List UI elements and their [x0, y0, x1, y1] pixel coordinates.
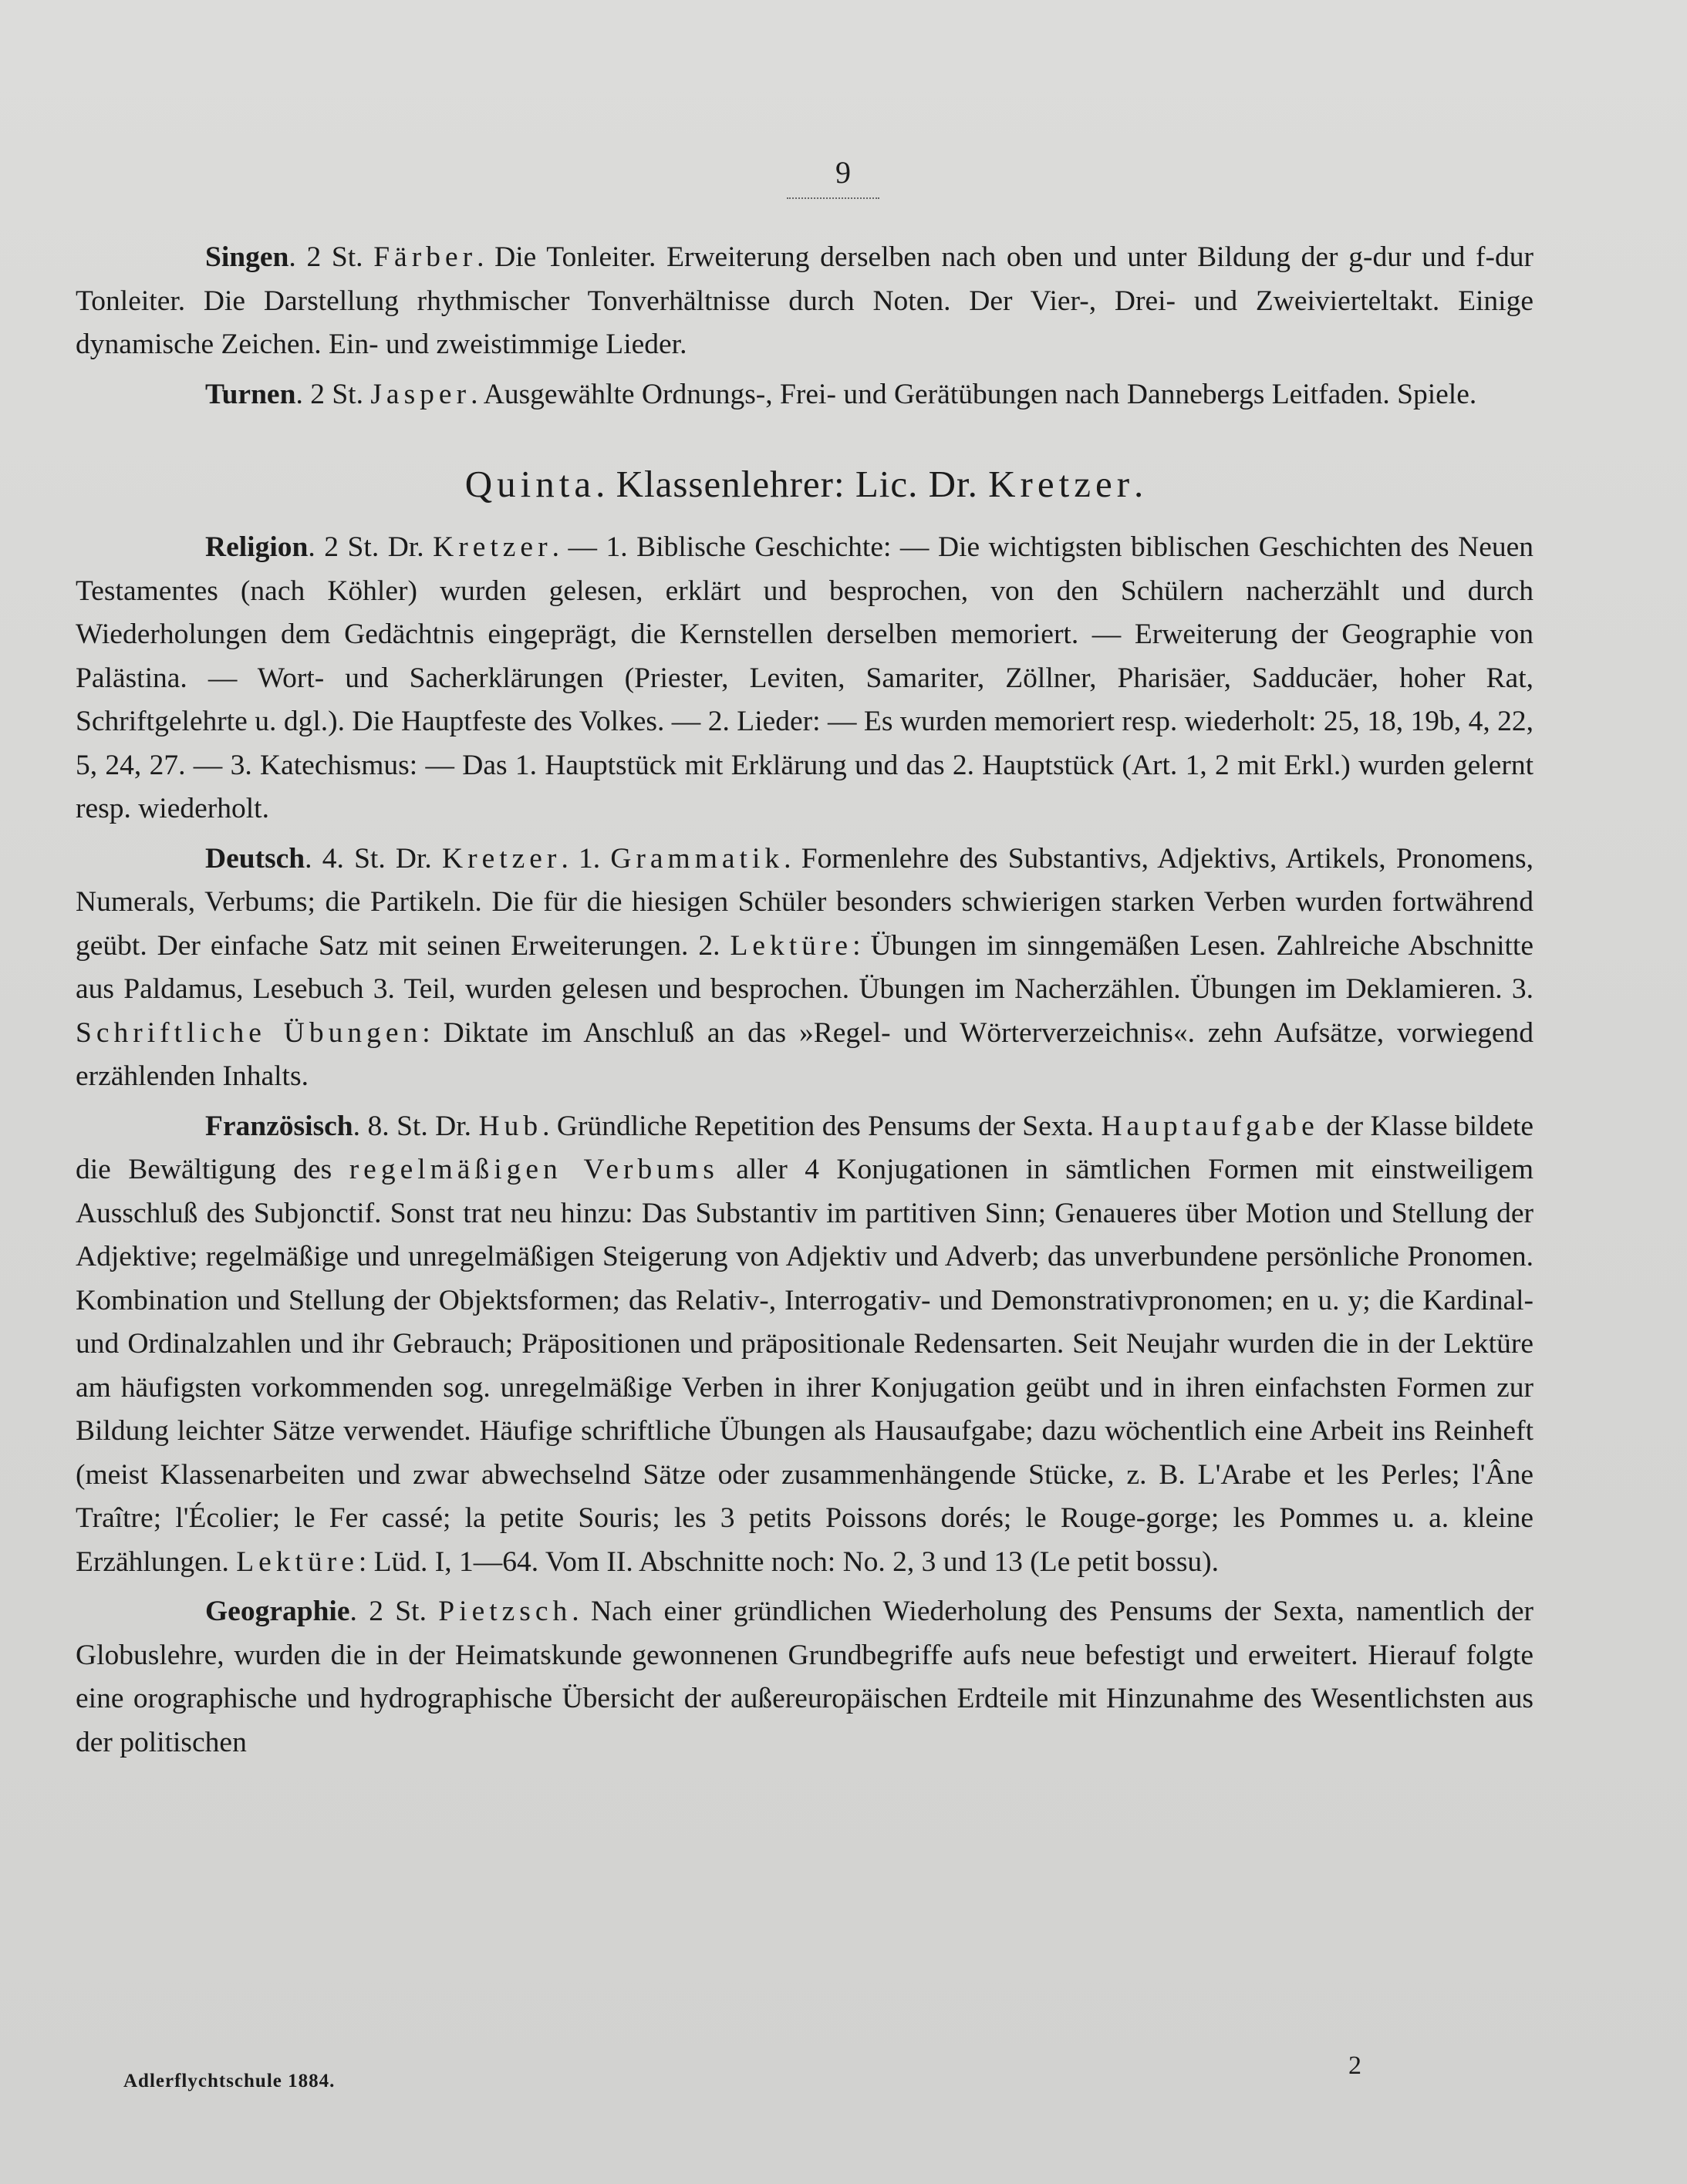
franz-hauptaufgabe: Hauptaufgabe: [1101, 1110, 1319, 1142]
subject-geographie: Geographie: [205, 1596, 350, 1627]
subject-religion: Religion: [205, 531, 309, 563]
deutsch-t1: . 1.: [561, 842, 601, 875]
footer-signature-mark: 2: [1348, 2051, 1361, 2080]
franz-t3: aller 4 Konjugationen in sämtlichen Formen mit einstweiligem Ausschluß des Subjonctif. Sonst trat neu hinzu: Das Substantiv im partitiven Sinn; Genaueres über Motion und Stellung der Adjektive; regelmäßige und unregelmäßigen Steigerung von Adjektiv und Adverb; das unverbundene persönliche Pronomen. Kombination und Stellung der Objektsformen; das Relativ-, Interrogativ- und Demonstrativpronomen; en u. y; die Kardinal- und Ordinalzahlen und ihr Gebrauch; Präpositionen und präpositionale Redensarten. Seit Neujahr wurden die in der Lektüre am häufigsten vorkommenden sog. unregelmäßige Verben in ihrer Konjugation geübt und in ihren einfachsten Formen zur Bildung leichter Sätze verwendet. Häufige schriftliche Übungen als Hausaufgabe; dazu wöchentlich eine Arbeit ins Reinheft (meist Klassenarbeiten und zwar abwechselnd Sätze oder zusammenhängende Stücke, z. B. L'Arabe et les Perles; l'Âne Traître; l'Écolier; le Fer cassé; la petite Souris; les 3 petits Poissons dorés; le Rouge-gorge; les Pommes u. a. kleine Erzählungen.: [76, 1154, 1533, 1578]
religion-hours: . 2 St. Dr.: [308, 531, 424, 563]
deutsch-teacher: Kretzer: [442, 842, 562, 875]
paragraph-turnen: [76, 373, 1533, 417]
paragraph-singen: [76, 236, 1533, 367]
franz-t2: der Klasse bildete die Bewältigung des: [76, 1110, 1534, 1185]
heading-teacher: Kretzer: [988, 463, 1135, 505]
footer-imprint: Adlerflychtschule 1884.: [123, 2071, 336, 2091]
deutsch-t4: : Diktate im Anschluß an das »Regel- und Wörterverzeichnis«. zehn Aufsätze, vorwiegend erzählenden Inhalts.: [76, 1016, 1534, 1092]
deutsch-hours: . 4. St. Dr.: [305, 842, 432, 875]
deutsch-t3: : Übungen im sinngemäßen Lesen. Zahlreiche Abschnitte aus Paldamus, Lesebuch 3. Teil, wurden gelesen und besprochen. Übungen im Nacherzählen. Übungen im Deklamieren. 3.: [76, 929, 1533, 1005]
geo-hours: . 2 St.: [349, 1596, 427, 1627]
heading-class: Quinta: [464, 463, 596, 505]
turnen-hours: . 2 St.: [295, 378, 363, 410]
franz-lektuere: Lektüre: [236, 1545, 359, 1578]
ornament-rule: [787, 197, 879, 202]
deutsch-grammatik: Grammatik: [610, 842, 784, 875]
paragraph-franzoesisch: [76, 1105, 1533, 1585]
paragraph-geographie: [76, 1590, 1533, 1764]
heading-end: .: [1134, 463, 1145, 505]
subject-deutsch: Deutsch: [205, 842, 305, 875]
deutsch-schriftliche: Schriftliche Übungen: [76, 1016, 423, 1049]
subject-turnen: Turnen: [205, 378, 296, 410]
religion-text: . — 1. Biblische Geschichte: — Die wichtigsten biblischen Geschichten des Neuen Testamentes (nach Köhler) wurden gelesen, erklärt und besprochen, von den Schülern nacherzählt und durch Wiederholungen dem Gedächtnis eingeprägt, die Kernstellen derselben memoriert. — Erweiterung der Geographie von Palästina. — Wort- und Sacherklärungen (Priester, Leviten, Samariter, Zöllner, Pharisäer, Sadducäer, hoher Rat, Schriftgelehrte u. dgl.). Die Hauptfeste des Volkes. — 2. Lieder: — Es wurden memoriert resp. wiederholt: 25, 18, 19b, 4, 22, 5, 24, 27. — 3. Katechismus: — Das 1. Hauptstück mit Erklärung und das 2. Hauptstück (Art. 1, 2 mit Erkl.) wurden gelernt resp. wiederholt.: [76, 531, 1534, 824]
turnen-text: . Ausgewählte Ordnungs-, Frei- und Gerätübungen nach Dannebergs Leitfaden. Spiele.: [471, 378, 1477, 410]
franz-hours: . 8. St. Dr.: [353, 1110, 472, 1142]
deutsch-t2: . Formenlehre des Substantivs, Adjektivs, Artikels, Pronomens, Numerals, Verbums; die Partikeln. Die für die hiesigen Schüler besonders schwierigen starken Verben wurden fortwährend geübt. Der einfache Satz mit seinen Erweiterungen. 2.: [76, 842, 1534, 962]
geo-text: . Nach einer gründlichen Wiederholung des Pensums der Sexta, namentlich der Globuslehre, wurden die in der Heimatskunde gewonnenen Grundbegriffe aufs neue befestigt und erweitert. Hierauf folgte eine orographische und hydrographische Übersicht der außereuropäischen Erdteile mit Hinzunahme des Wesentlichsten aus der politischen: [76, 1596, 1533, 1758]
paragraph-deutsch: [76, 838, 1533, 1099]
turnen-teacher: Jasper: [370, 378, 471, 410]
document-body: [76, 236, 1533, 1764]
section-heading: [76, 461, 1533, 507]
geo-teacher: Pietzsch: [438, 1596, 572, 1627]
page-number: 9: [835, 155, 852, 190]
subject-singen: Singen: [205, 241, 289, 273]
singen-text: . Die Tonleiter. Erweiterung derselben nach oben und unter Bildung der g-dur und f-dur Tonleiter. Die Darstellung rhythmischer Tonverhältnisse durch Noten. Der Vier-, Drei- und Zweivierteltakt. Einige dynamische Zeichen. Ein- und zweistimmige Lieder.: [76, 241, 1533, 360]
heading-rest: . Klassenlehrer: Lic. Dr.: [596, 463, 978, 505]
subject-franzoesisch: Französisch: [205, 1110, 353, 1142]
singen-teacher: Färber: [373, 241, 477, 273]
religion-teacher: Kretzer: [433, 531, 552, 563]
singen-hours: . 2 St.: [288, 241, 363, 273]
deutsch-lektuere: Lektüre: [730, 929, 853, 962]
franz-teacher: Hub: [478, 1110, 543, 1142]
franz-regelmaessig: regelmäßigen Verbums: [349, 1154, 719, 1185]
franz-t1: . Gründliche Repetition des Pensums der Sexta.: [542, 1110, 1094, 1142]
franz-t4: : Lüd. I, 1—64. Vom II. Abschnitte noch: No. 2, 3 und 13 (Le petit bossu).: [358, 1545, 1220, 1578]
paragraph-religion: [76, 526, 1533, 831]
